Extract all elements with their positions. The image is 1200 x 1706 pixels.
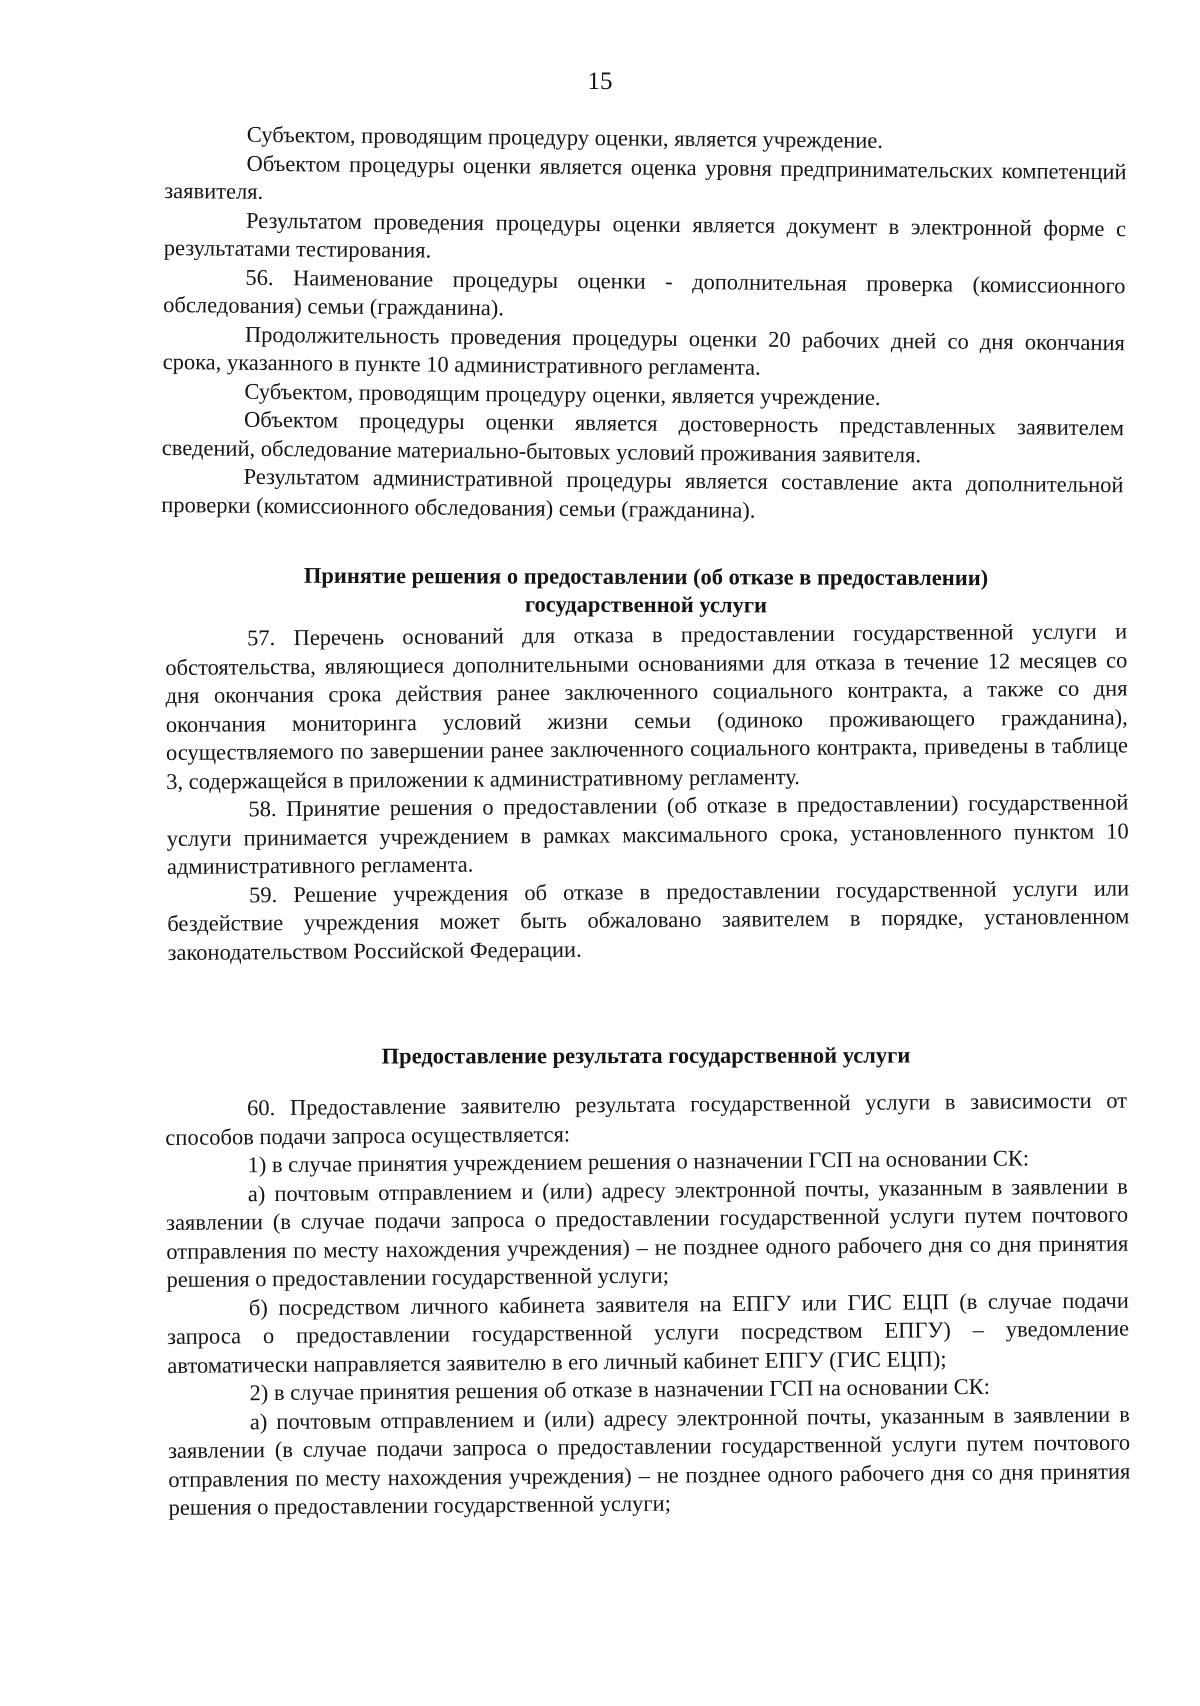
- numbered-paragraph-57: 57. Перечень оснований для отказа в предоставлении государственной услуги и обстоятельства, являющиеся дополнительными основаниями для отказа в течение 12 месяцев со дня окончания срока действия ранее заключенного социального контракта, а также со дня окончания мониторинга условий жизни семьи (одиноко проживающего гражданина), осуществляемого по завершении ранее заключенного социального контракта, приведены в таблице 3, содержащейся в приложении к административному регламенту.: [165, 618, 1129, 794]
- heading-line: Принятие решения о предоставлении (об отказе в предоставлении): [303, 562, 989, 591]
- section-evaluation-procedures: [161, 120, 1127, 528]
- paragraph: Продолжительность проведения процедуры оценки 20 рабочих дней со дня окончания срока, указанного в пункте 10 административного регламента.: [162, 321, 1126, 380]
- numbered-paragraph-58: 58. Принятие решения о предоставлении (об отказе в предоставлении) государственной услуги принимается учреждением в рамках максимального срока, установленного пунктом 10 административного регламента.: [166, 789, 1129, 879]
- paragraph: Субъектом, проводящим процедуру оценки, является учреждение.: [246, 121, 884, 153]
- numbered-paragraph-56: 56. Наименование процедуры оценки - дополнительная проверка (комиссионного обследования) семьи (гражданина).: [163, 264, 1126, 321]
- paragraph: Объектом процедуры оценки является оценка уровня предпринимательских компетенций заявителя.: [164, 150, 1127, 204]
- section-result-delivery: [165, 1087, 1131, 1523]
- list-subitem: б) посредством личного кабинета заявителя на ЕПГУ или ГИС ЕЦП (в случае подачи запроса о предоставлении государственной услуги посредством ЕПГУ) – уведомление автоматически направляется заявителю в его личный кабинет ЕПГУ (ГИС ЕЦП);: [166, 1287, 1130, 1378]
- page-number: 15: [587, 68, 613, 95]
- list-subitem: а) почтовым отправлением и (или) адресу электронной почты, указанным в заявлении в заявлении (в случае подачи запроса о предоставлении государственной услуги путем почтового отправления по месту нахождения учреждения) – не позднее одного рабочего дня со дня принятия решения о предоставлении государственной услуги;: [167, 1401, 1131, 1520]
- paragraph: Результатом проведения процедуры оценки является документ в электронной форме с результатами тестирования.: [163, 207, 1127, 263]
- paragraph: Субъектом, проводящим процедуру оценки, является учреждение.: [244, 378, 881, 410]
- section-heading-result: [165, 1041, 1127, 1071]
- paragraph: Объектом процедуры оценки является достоверность представленных заявителем сведений, обследование материально-бытовых условий проживания заявителя.: [161, 406, 1125, 467]
- section-decision: [165, 617, 1130, 967]
- heading-line: Предоставление результата государственной услуги: [381, 1042, 911, 1069]
- list-item: 1) в случае принятия учреждением решения о назначении ГСП на основании СК:: [247, 1145, 1030, 1178]
- numbered-paragraph-60: 60. Предоставление заявителю результата государственной услуги в зависимости от способов подачи запроса осуществляется:: [165, 1087, 1128, 1150]
- list-item: 2) в случае принятия решения об отказе в назначении ГСП на основании СК:: [249, 1373, 991, 1406]
- numbered-paragraph-59: 59. Решение учреждения об отказе в предоставлении государственной услуги или бездействие учреждения может быть обжаловано заявителем в порядке, установленном законодательством Российской Федерации.: [167, 874, 1130, 965]
- section-heading-decision: [165, 561, 1127, 620]
- paragraph: Результатом административной процедуры является составление акта дополнительной проверки (комиссионного обследования) семьи (гражданина).: [161, 463, 1124, 523]
- list-subitem: а) почтовым отправлением и (или) адресу электронной почты, указанным в заявлении в заявлении (в случае подачи запроса о предоставлении государственной услуги путем почтового отправления по месту нахождения учреждения) – не позднее одного рабочего дня со дня принятия решения о предоставлении государственной услуги;: [166, 1173, 1129, 1292]
- heading-line: государственной услуги: [524, 591, 768, 618]
